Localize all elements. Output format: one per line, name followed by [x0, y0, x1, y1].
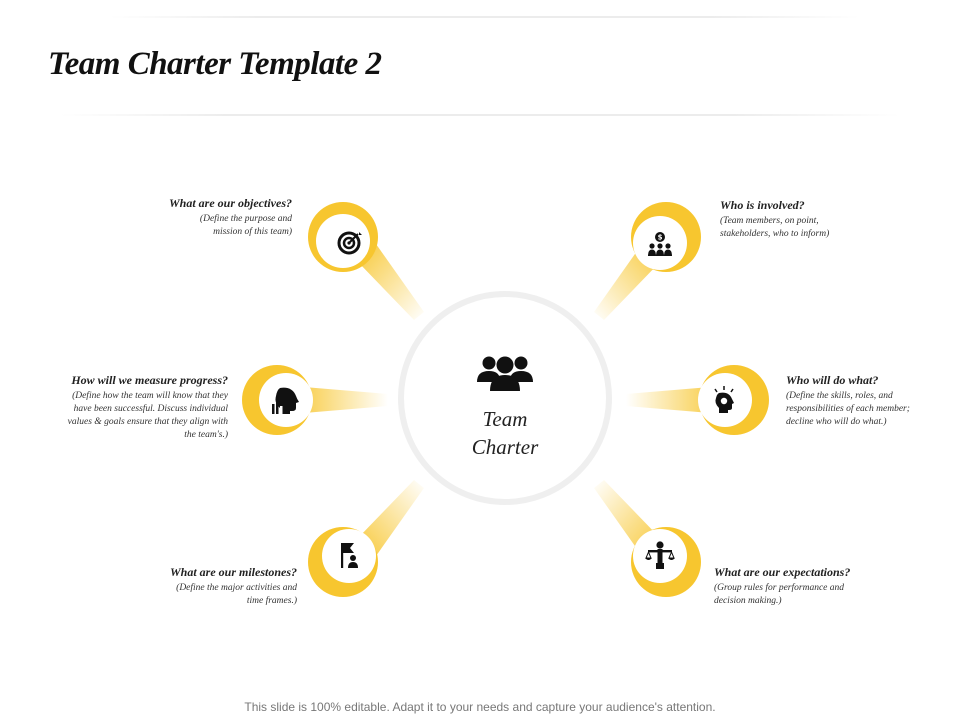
center-label-line2: Charter: [471, 435, 539, 459]
involved-text: [720, 198, 860, 241]
expectations-heading: What are our expectations?: [714, 565, 851, 579]
objectives-description: (Define the purpose and mission of this team): [199, 214, 292, 237]
milestones-text: [120, 565, 297, 608]
center-label-line1: Team: [482, 407, 528, 431]
expectations-description: (Group rules for performance and decision making.): [714, 583, 844, 606]
milestones-description: (Define the major activities and time frames.): [176, 583, 297, 606]
node-progress: [242, 365, 313, 435]
footer-note: This slide is 100% editable. Adapt it to your needs and capture your audience's attention.: [244, 700, 716, 714]
expectations-text: [714, 565, 874, 608]
progress-text: [40, 373, 228, 442]
center-label: [430, 405, 580, 461]
roles-heading: Who will do what?: [786, 373, 879, 387]
involved-description: (Team members, on point, stakeholders, who to inform): [720, 216, 830, 239]
page-title: Team Charter Template 2: [48, 46, 382, 82]
center-circle: [401, 294, 609, 502]
involved-heading: Who is involved?: [720, 198, 805, 212]
node-involved: [631, 202, 701, 272]
progress-description: (Define how the team will know that they have been successful. Discuss individual values & goals ensure that they align with the team's.): [67, 391, 228, 440]
roles-description: (Define the skills, roles, and responsibilities of each member; decline who will do what.): [786, 391, 910, 427]
milestones-heading: What are our milestones?: [169, 565, 297, 579]
node-roles: [698, 365, 769, 435]
objectives-text: [130, 196, 292, 239]
objectives-heading: What are our objectives?: [169, 196, 292, 210]
svg-text:$: $: [657, 233, 663, 242]
roles-text: [786, 373, 910, 429]
progress-heading: How will we measure progress?: [71, 373, 228, 387]
node-objectives: [308, 202, 378, 272]
node-expectations: [631, 527, 701, 597]
node-milestones: [308, 527, 378, 597]
